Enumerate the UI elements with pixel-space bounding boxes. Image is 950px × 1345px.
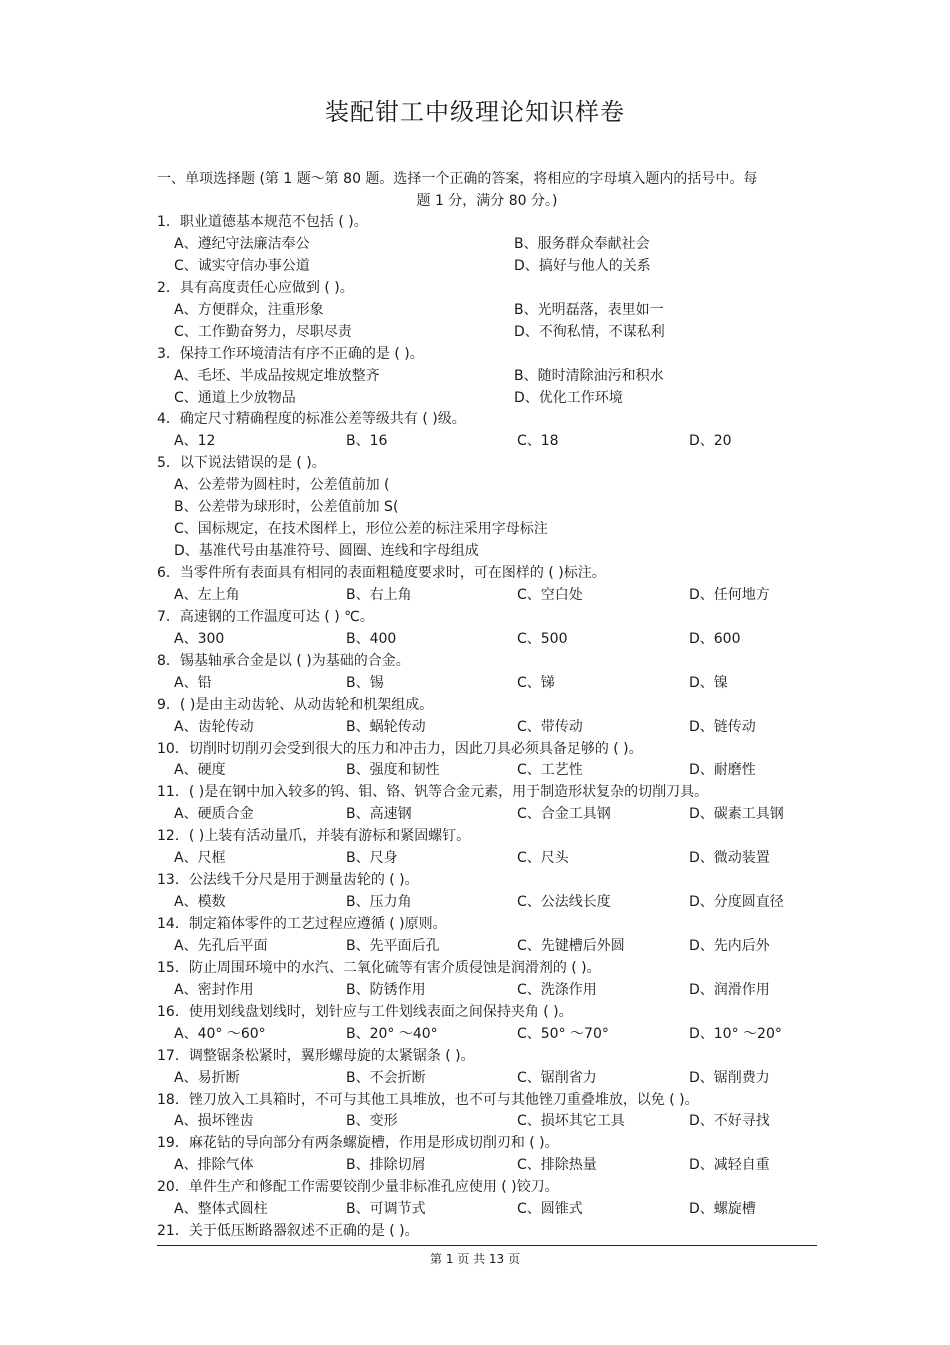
answer-option: B、服务群众奉献社会 — [514, 235, 650, 252]
answer-option: B、400 — [346, 630, 397, 647]
question-stem: 9．( )是由主动齿轮、从动齿轮和机架组成。 — [157, 696, 434, 713]
question-stem: 7．高速钢的工作温度可达 ( ) ℃。 — [157, 608, 374, 625]
option-row — [157, 585, 827, 607]
answer-option: B、蜗轮传动 — [346, 718, 426, 735]
answer-option: D、20 — [689, 433, 732, 450]
section-heading-line2: 题 1 分，满分 80 分。) — [416, 193, 558, 209]
answer-option: C、尺头 — [517, 850, 569, 867]
answer-option: C、空白处 — [517, 586, 583, 603]
answer-option: A、遵纪守法廉洁奉公 — [174, 235, 310, 252]
answer-option: A、齿轮传动 — [174, 718, 254, 735]
page-footer: 第 1 页 共 13 页 — [430, 1252, 520, 1266]
answer-option: C、公法线长度 — [517, 894, 611, 911]
question-stem: 2．具有高度责任心应做到 ( )。 — [157, 279, 354, 296]
answer-option: A、模数 — [174, 894, 226, 911]
answer-option: C、损坏其它工具 — [517, 1113, 625, 1130]
answer-option: B、随时清除油污和积水 — [514, 367, 664, 384]
answer-option: D、螺旋槽 — [689, 1201, 756, 1218]
answer-option: C、工作勤奋努力，尽职尽责 — [174, 323, 352, 340]
option-row — [157, 388, 827, 410]
question-stem: 6．当零件所有表面具有相同的表面粗糙度要求时，可在图样的 ( )标注。 — [157, 565, 606, 581]
answer-option: D、镍 — [689, 674, 728, 691]
answer-option: B、强度和韧性 — [346, 762, 440, 779]
answer-option: A、硬度 — [174, 762, 226, 779]
answer-option: A、整体式圆柱 — [174, 1201, 268, 1218]
option-row — [157, 717, 827, 739]
page-title: 装配钳工中级理论知识样卷 — [325, 98, 625, 126]
option-row — [157, 1068, 827, 1090]
answer-option: B、排除切屑 — [346, 1157, 426, 1174]
question-stem: 12．( )上装有活动量爪，并装有游标和紧固螺钉。 — [157, 828, 471, 845]
question-stem: 14．制定箱体零件的工艺过程应遵循 ( )原则。 — [157, 916, 447, 932]
answer-option: D、搞好与他人的关系 — [514, 257, 651, 274]
answer-option: C、50° ～70° — [517, 1025, 609, 1042]
answer-option: C、工艺性 — [517, 762, 583, 779]
answer-option: D、优化工作环境 — [514, 389, 623, 406]
option-row — [157, 848, 827, 870]
answer-option: B、不会折断 — [346, 1069, 426, 1086]
answer-option: B、公差带为球形时，公差值前加 S( — [174, 499, 399, 516]
question-stem: 13．公法线千分尺是用于测量齿轮的 ( )。 — [157, 872, 419, 889]
answer-option: A、密封作用 — [174, 981, 254, 998]
option-row — [157, 256, 827, 278]
answer-option: D、减轻自重 — [689, 1157, 770, 1174]
answer-option: A、铅 — [174, 674, 212, 691]
answer-option: A、300 — [174, 630, 225, 647]
answer-option: D、碳素工具钢 — [689, 806, 784, 823]
answer-option: C、带传动 — [517, 718, 583, 735]
answer-option: B、变形 — [346, 1113, 398, 1130]
answer-option: C、锯削省力 — [517, 1069, 597, 1086]
answer-option: A、尺框 — [174, 850, 226, 867]
answer-option: C、排除热量 — [517, 1157, 597, 1174]
answer-option: A、损坏锉齿 — [174, 1113, 254, 1130]
answer-option: D、基准代号由基准符号、圆圈、连线和字母组成 — [174, 543, 479, 560]
answer-option: B、先平面后孔 — [346, 937, 440, 954]
answer-option: D、600 — [689, 630, 741, 647]
option-row — [157, 322, 827, 344]
question-stem: 19．麻花钻的导向部分有两条螺旋槽，作用是形成切削刃和 ( )。 — [157, 1135, 559, 1152]
option-row — [157, 760, 827, 782]
answer-option: C、诚实守信办事公道 — [174, 257, 310, 274]
answer-option: A、硬质合金 — [174, 806, 254, 823]
answer-option: C、先键槽后外圆 — [517, 937, 625, 954]
option-row — [157, 431, 827, 453]
answer-option: D、链传动 — [689, 718, 756, 735]
answer-option: D、不好寻找 — [689, 1113, 770, 1130]
option-row — [157, 980, 827, 1002]
section-heading — [157, 168, 817, 212]
answer-option: A、40° ～60° — [174, 1025, 266, 1042]
question-stem: 8．锡基轴承合金是以 ( )为基础的合金。 — [157, 652, 410, 669]
option-row — [157, 892, 827, 914]
option-row — [157, 936, 827, 958]
section-heading-line1: 一、单项选择题 (第 1 题～第 80 题。选择一个正确的答案，将相应的字母填入题内的括号中。每 — [157, 171, 758, 187]
answer-option: A、排除气体 — [174, 1157, 254, 1174]
answer-option: B、可调节式 — [346, 1201, 426, 1218]
option-row — [157, 629, 827, 651]
option-row — [157, 1111, 827, 1133]
option-row — [157, 234, 827, 256]
answer-option: B、锡 — [346, 674, 384, 691]
answer-option: B、光明磊落，表里如一 — [514, 301, 664, 318]
answer-option: D、分度圆直径 — [689, 894, 784, 911]
answer-option: D、微动装置 — [689, 850, 770, 867]
question-stem: 1．职业道德基本规范不包括 ( )。 — [157, 214, 368, 230]
option-row — [157, 804, 827, 826]
answer-option: B、右上角 — [346, 586, 412, 603]
question-stem: 3．保持工作环境清洁有序不正确的是 ( )。 — [157, 345, 424, 362]
option-row — [157, 1155, 827, 1177]
answer-option: C、洗涤作用 — [517, 981, 597, 998]
option-row — [157, 1024, 827, 1046]
answer-option: A、左上角 — [174, 586, 240, 603]
option-row — [157, 300, 827, 322]
question-list — [157, 212, 827, 1243]
answer-option: C、国标规定，在技术图样上，形位公差的标注采用字母标注 — [174, 521, 548, 538]
answer-option: C、通道上少放物品 — [174, 389, 296, 406]
question-stem: 21．关于低压断路器叙述不正确的是 ( )。 — [157, 1223, 419, 1240]
footer-divider — [157, 1245, 817, 1246]
answer-option: C、锑 — [517, 674, 555, 691]
question-stem: 15．防止周围环境中的水汽、二氧化硫等有害介质侵蚀是润滑剂的 ( )。 — [157, 959, 601, 976]
question-stem: 18．锉刀放入工具箱时，不可与其他工具堆放，也不可与其他锉刀重叠堆放，以免 ( )。 — [157, 1091, 699, 1108]
option-row — [157, 366, 827, 388]
question-stem: 10．切削时切削刃会受到很大的压力和冲击力，因此刀具必须具备足够的 ( )。 — [157, 740, 643, 757]
answer-option: A、毛坯、半成品按规定堆放整齐 — [174, 367, 380, 384]
answer-option: D、润滑作用 — [689, 981, 770, 998]
question-stem: 4．确定尺寸精确程度的标准公差等级共有 ( )级。 — [157, 411, 466, 428]
answer-option: A、先孔后平面 — [174, 937, 268, 954]
answer-option: C、500 — [517, 630, 568, 647]
answer-option: B、尺身 — [346, 850, 398, 867]
question-stem: 5．以下说法错误的是 ( )。 — [157, 455, 326, 472]
answer-option: B、高速钢 — [346, 806, 412, 823]
answer-option: C、18 — [517, 433, 559, 450]
question-stem: 16．使用划线盘划线时，划针应与工件划线表面之间保持夹角 ( )。 — [157, 1003, 573, 1020]
answer-option: B、16 — [346, 433, 388, 450]
answer-option: D、不徇私情，不谋私利 — [514, 323, 665, 340]
question-stem: 11．( )是在钢中加入较多的钨、钼、铬、钒等合金元素，用于制造形状复杂的切削刀具。 — [157, 784, 709, 801]
question-stem: 20．单件生产和修配工作需要铰削少量非标准孔应使用 ( )铰刀。 — [157, 1179, 559, 1196]
answer-option: D、锯削费力 — [689, 1069, 770, 1086]
answer-option: D、先内后外 — [689, 937, 770, 954]
answer-option: A、公差带为圆柱时，公差值前加 ( — [174, 477, 390, 494]
answer-option: A、易折断 — [174, 1069, 240, 1086]
answer-option: C、合金工具钢 — [517, 806, 611, 823]
option-row — [157, 1199, 827, 1221]
question-stem: 17．调整锯条松紧时，翼形螺母旋的太紧锯条 ( )。 — [157, 1047, 475, 1064]
option-row — [157, 673, 827, 695]
answer-option: B、20° ～40° — [346, 1025, 438, 1042]
answer-option: D、10° ～20° — [689, 1025, 782, 1042]
answer-option: A、12 — [174, 433, 216, 450]
answer-option: C、圆锥式 — [517, 1201, 583, 1218]
answer-option: A、方便群众，注重形象 — [174, 301, 324, 318]
answer-option: D、耐磨性 — [689, 762, 756, 779]
answer-option: B、压力角 — [346, 894, 412, 911]
answer-option: D、任何地方 — [689, 586, 770, 603]
answer-option: B、防锈作用 — [346, 981, 426, 998]
